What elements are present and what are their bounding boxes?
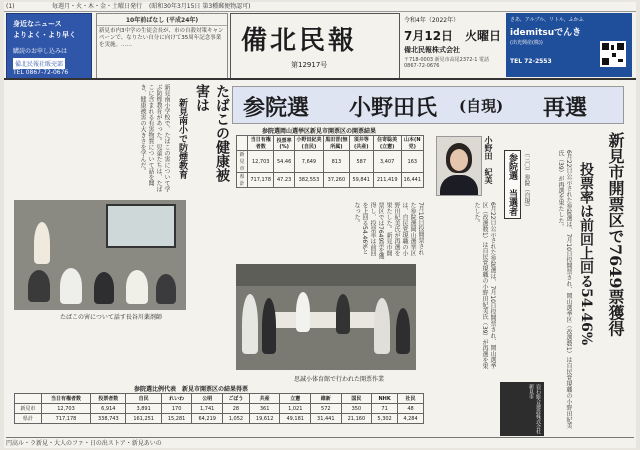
election-table-header-cell: 山本(N党) — [401, 136, 423, 151]
winner-note: （三〇）参院（自現） — [523, 150, 530, 210]
side-banner-ad: 岩石総合建設株式会社 新見市 — [500, 382, 544, 436]
left-article-subtitle: 新見南小で防煙教育 — [177, 98, 187, 179]
left-article-body: 新見南小学校で、たばこの害について学ぶ防煙教育があった。児童たちは、たばこに含まれる有害物質について話を聞き、健康被害の大きさを学んだ。 — [139, 84, 170, 192]
election-table-cell: 211,419 — [373, 173, 401, 188]
bottom-table-cell: 338,743 — [91, 414, 126, 424]
bottom-table-cell: 15,281 — [161, 414, 192, 424]
main-headline — [232, 86, 624, 124]
left-article-title: たばこの健康被害は — [194, 84, 230, 182]
election-table-cell: 47.23 — [274, 173, 294, 188]
ad-sub: (出光興産(株)) — [510, 40, 543, 46]
bottom-table-cell: 64,219 — [192, 414, 223, 424]
column-title: 10年前ばなし (平成24年) — [97, 14, 227, 26]
masthead-rule — [4, 78, 636, 80]
ad-line-4: 備北民報社販売部 — [13, 58, 65, 69]
delivery-schedule: 毎週月・火・木・金・土曜日発行 — [52, 3, 143, 10]
bottom-table-cell: 49,181 — [280, 414, 311, 424]
bottom-table-cell: 19,612 — [249, 414, 280, 424]
ad-brand: idemitsuでんき — [510, 28, 582, 38]
top-bar — [4, 2, 636, 12]
election-table-cell: 59,841 — [349, 173, 373, 188]
bottom-table-header-cell: 公明 — [192, 394, 223, 404]
ad-small-text: さあ、アルブル、リトル、ふかふ — [510, 17, 584, 23]
bottom-table-cell: 1,052 — [222, 414, 249, 424]
headline-candidate: 小野田氏 — [349, 95, 438, 121]
bottom-table-cell: 5,302 — [372, 414, 398, 424]
bottom-table-cell: 1,021 — [280, 404, 311, 414]
page-number: (1) — [6, 3, 15, 10]
headline-election: 参院選 — [243, 95, 310, 121]
bottom-table-cell: 31,441 — [311, 414, 342, 424]
bottom-table-cell: 1,741 — [192, 404, 223, 414]
proportional-results-table — [14, 393, 424, 424]
newspaper-name: 備北民報 — [241, 26, 358, 56]
bottom-table-cell: 170 — [161, 404, 192, 414]
right-article-body: 6月22日公示された参院選は、7月10日投開票され、岡山選挙区（改選数1）は自民党現職の小野田紀美氏（39）が再選を果たした。 — [557, 150, 572, 429]
ad-phone: TEL 0867-72-0676 — [13, 69, 69, 76]
election-table-cell: 587 — [349, 151, 373, 173]
registration-note: (昭和30年3月15日 第3種郵便物認可) — [149, 3, 251, 10]
election-table-cell: 54.46 — [274, 151, 294, 173]
election-table-cell: 163 — [401, 151, 423, 173]
bottom-table-row — [15, 404, 424, 414]
dateline — [402, 13, 502, 77]
bottom-table-title: 参院選比例代表 新見市開票区の結果得票 — [134, 386, 249, 393]
bottom-table-header-cell: れいわ — [161, 394, 192, 404]
election-table-cell: 813 — [324, 151, 350, 173]
bottom-table-cell: 48 — [398, 404, 424, 414]
election-table-cell: 3,407 — [373, 151, 401, 173]
bottom-table-header-cell: 社民 — [398, 394, 424, 404]
election-table-cell: 37,260 — [324, 173, 350, 188]
bottom-table-cell: 21,160 — [341, 414, 372, 424]
headline-party: (自現) — [459, 97, 504, 115]
bottom-table-header-cell: ごぼう — [222, 394, 249, 404]
ten-years-ago-column — [96, 13, 228, 79]
middle-article-body: 7月10日投開票された参院選岡山選挙区は、自民党現職の小野田紀美氏が再選を果たした。新見市開票区では7649票を獲得し、投票率は前回を上回る54.46%となった。 — [353, 202, 424, 260]
winner-tag: 参院選 当選者 — [504, 150, 521, 219]
publisher: 備北民報株式会社 — [404, 46, 460, 54]
era-year: 令和4年（2022年） — [404, 17, 460, 24]
bottom-table-cell: 3,891 — [126, 404, 161, 414]
bottom-table-cell: 6,914 — [91, 404, 126, 414]
election-table-header-cell — [237, 136, 248, 151]
bottom-table-header-cell: NHK — [372, 394, 398, 404]
election-table-cell: 県計 — [237, 173, 248, 188]
bottom-table-cell: 71 — [372, 404, 398, 414]
election-table-header-cell: 投票率(%) — [274, 136, 294, 151]
election-table-cell: 7,649 — [294, 151, 323, 173]
ad-line-3: 購読のお申し込みは — [13, 48, 68, 55]
winner-name: 小野田 紀美 — [484, 136, 494, 184]
qr-code-icon — [600, 41, 626, 67]
election-table-cell: 717,178 — [247, 173, 273, 188]
bottom-table-header-cell: 維新 — [311, 394, 342, 404]
publisher-address: 〒718-0003 新見市高尾2372-1 電話0867-72-0676 — [404, 57, 489, 69]
election-table-header-cell: 当日有権者数 — [247, 136, 273, 151]
right-article-subtitle: 投票率は前回上回る54.46% — [578, 162, 594, 346]
bottom-ad-strip: 円高ル・ラ新見・大人のファ・日の出ストア・新見あいの — [6, 437, 634, 448]
subscription-ad — [6, 13, 92, 79]
bottom-table-cell: 717,178 — [41, 414, 90, 424]
election-table-header-cell: 黒田晋(無所属) — [325, 137, 348, 150]
issue-date: 7月12日 火曜日 — [404, 29, 502, 43]
bottom-table-row — [15, 414, 424, 424]
election-table-header-cell: 小野田紀美(自民) — [294, 136, 323, 151]
headline-result: 再選 — [543, 95, 588, 121]
idemitsu-ad — [506, 13, 632, 77]
election-table-title: 参院選岡山選挙区新見市開票区の開票結果 — [262, 128, 377, 135]
classroom-photo-caption: たばこの害について話す長谷川薬剤師 — [60, 314, 162, 321]
ad-line-1: 身近なニュース — [13, 20, 62, 28]
election-table-header-cell: 住寄聡美(立憲) — [373, 136, 401, 151]
election-table-cell: 12,703 — [247, 151, 273, 173]
classroom-photo — [14, 200, 186, 310]
bottom-table-header-cell: 自民 — [126, 394, 161, 404]
election-table-header-cell: 須井等(共産) — [349, 136, 373, 151]
ad-line-2: よりよく・より早く — [13, 31, 76, 39]
bottom-table-cell: 572 — [311, 404, 342, 414]
winner-profile: 6月22日公示された参院選は、7月10日投開票され、岡山選挙区（改選数1）は自民党現職の小野田紀美氏（39）が再選を果たした。 — [473, 202, 496, 370]
bottom-table-cell: 361 — [249, 404, 280, 414]
bottom-table-cell: 県計 — [15, 414, 42, 424]
election-table-row — [237, 173, 424, 188]
bottom-table-cell: 28 — [222, 404, 249, 414]
vote-counting-photo — [236, 264, 416, 370]
election-results-table — [236, 135, 424, 188]
bottom-table-header-cell: 投票者数 — [91, 394, 126, 404]
winner-portrait — [436, 136, 482, 196]
bottom-table-cell: 12,703 — [41, 404, 90, 414]
masthead — [230, 13, 400, 79]
bottom-table-cell: 161,251 — [126, 414, 161, 424]
bottom-table-header-cell: 国民 — [341, 394, 372, 404]
issue-number: 第12917号 — [291, 61, 328, 69]
right-article-title: 新見市開票区で7649票獲得 — [606, 132, 625, 337]
newspaper-page — [4, 2, 636, 448]
election-table-cell: 16,441 — [401, 173, 423, 188]
bottom-table-header-cell: 当日有権者数 — [41, 394, 90, 404]
election-table-row — [237, 151, 424, 173]
counting-photo-caption: 思誠小体育館で行われた開票作業 — [294, 376, 385, 383]
ad-phone-right: TEL 72-2553 — [510, 58, 552, 65]
column-body: 新見市内3中学の生徒会長が、市の自殺対策キャンペーンで、なりたい自分に向けて35周年記念事業を実施。…… — [99, 28, 224, 48]
bottom-table-cell: 新見市 — [15, 404, 42, 414]
bottom-table-header-cell: 立憲 — [280, 394, 311, 404]
bottom-table-header-cell — [15, 394, 42, 404]
bottom-table-header-cell: 共産 — [249, 394, 280, 404]
bottom-table-cell: 350 — [341, 404, 372, 414]
bottom-table-cell: 4,284 — [398, 414, 424, 424]
election-table-cell: 382,553 — [294, 173, 323, 188]
election-table-cell: 新見市 — [237, 151, 248, 173]
